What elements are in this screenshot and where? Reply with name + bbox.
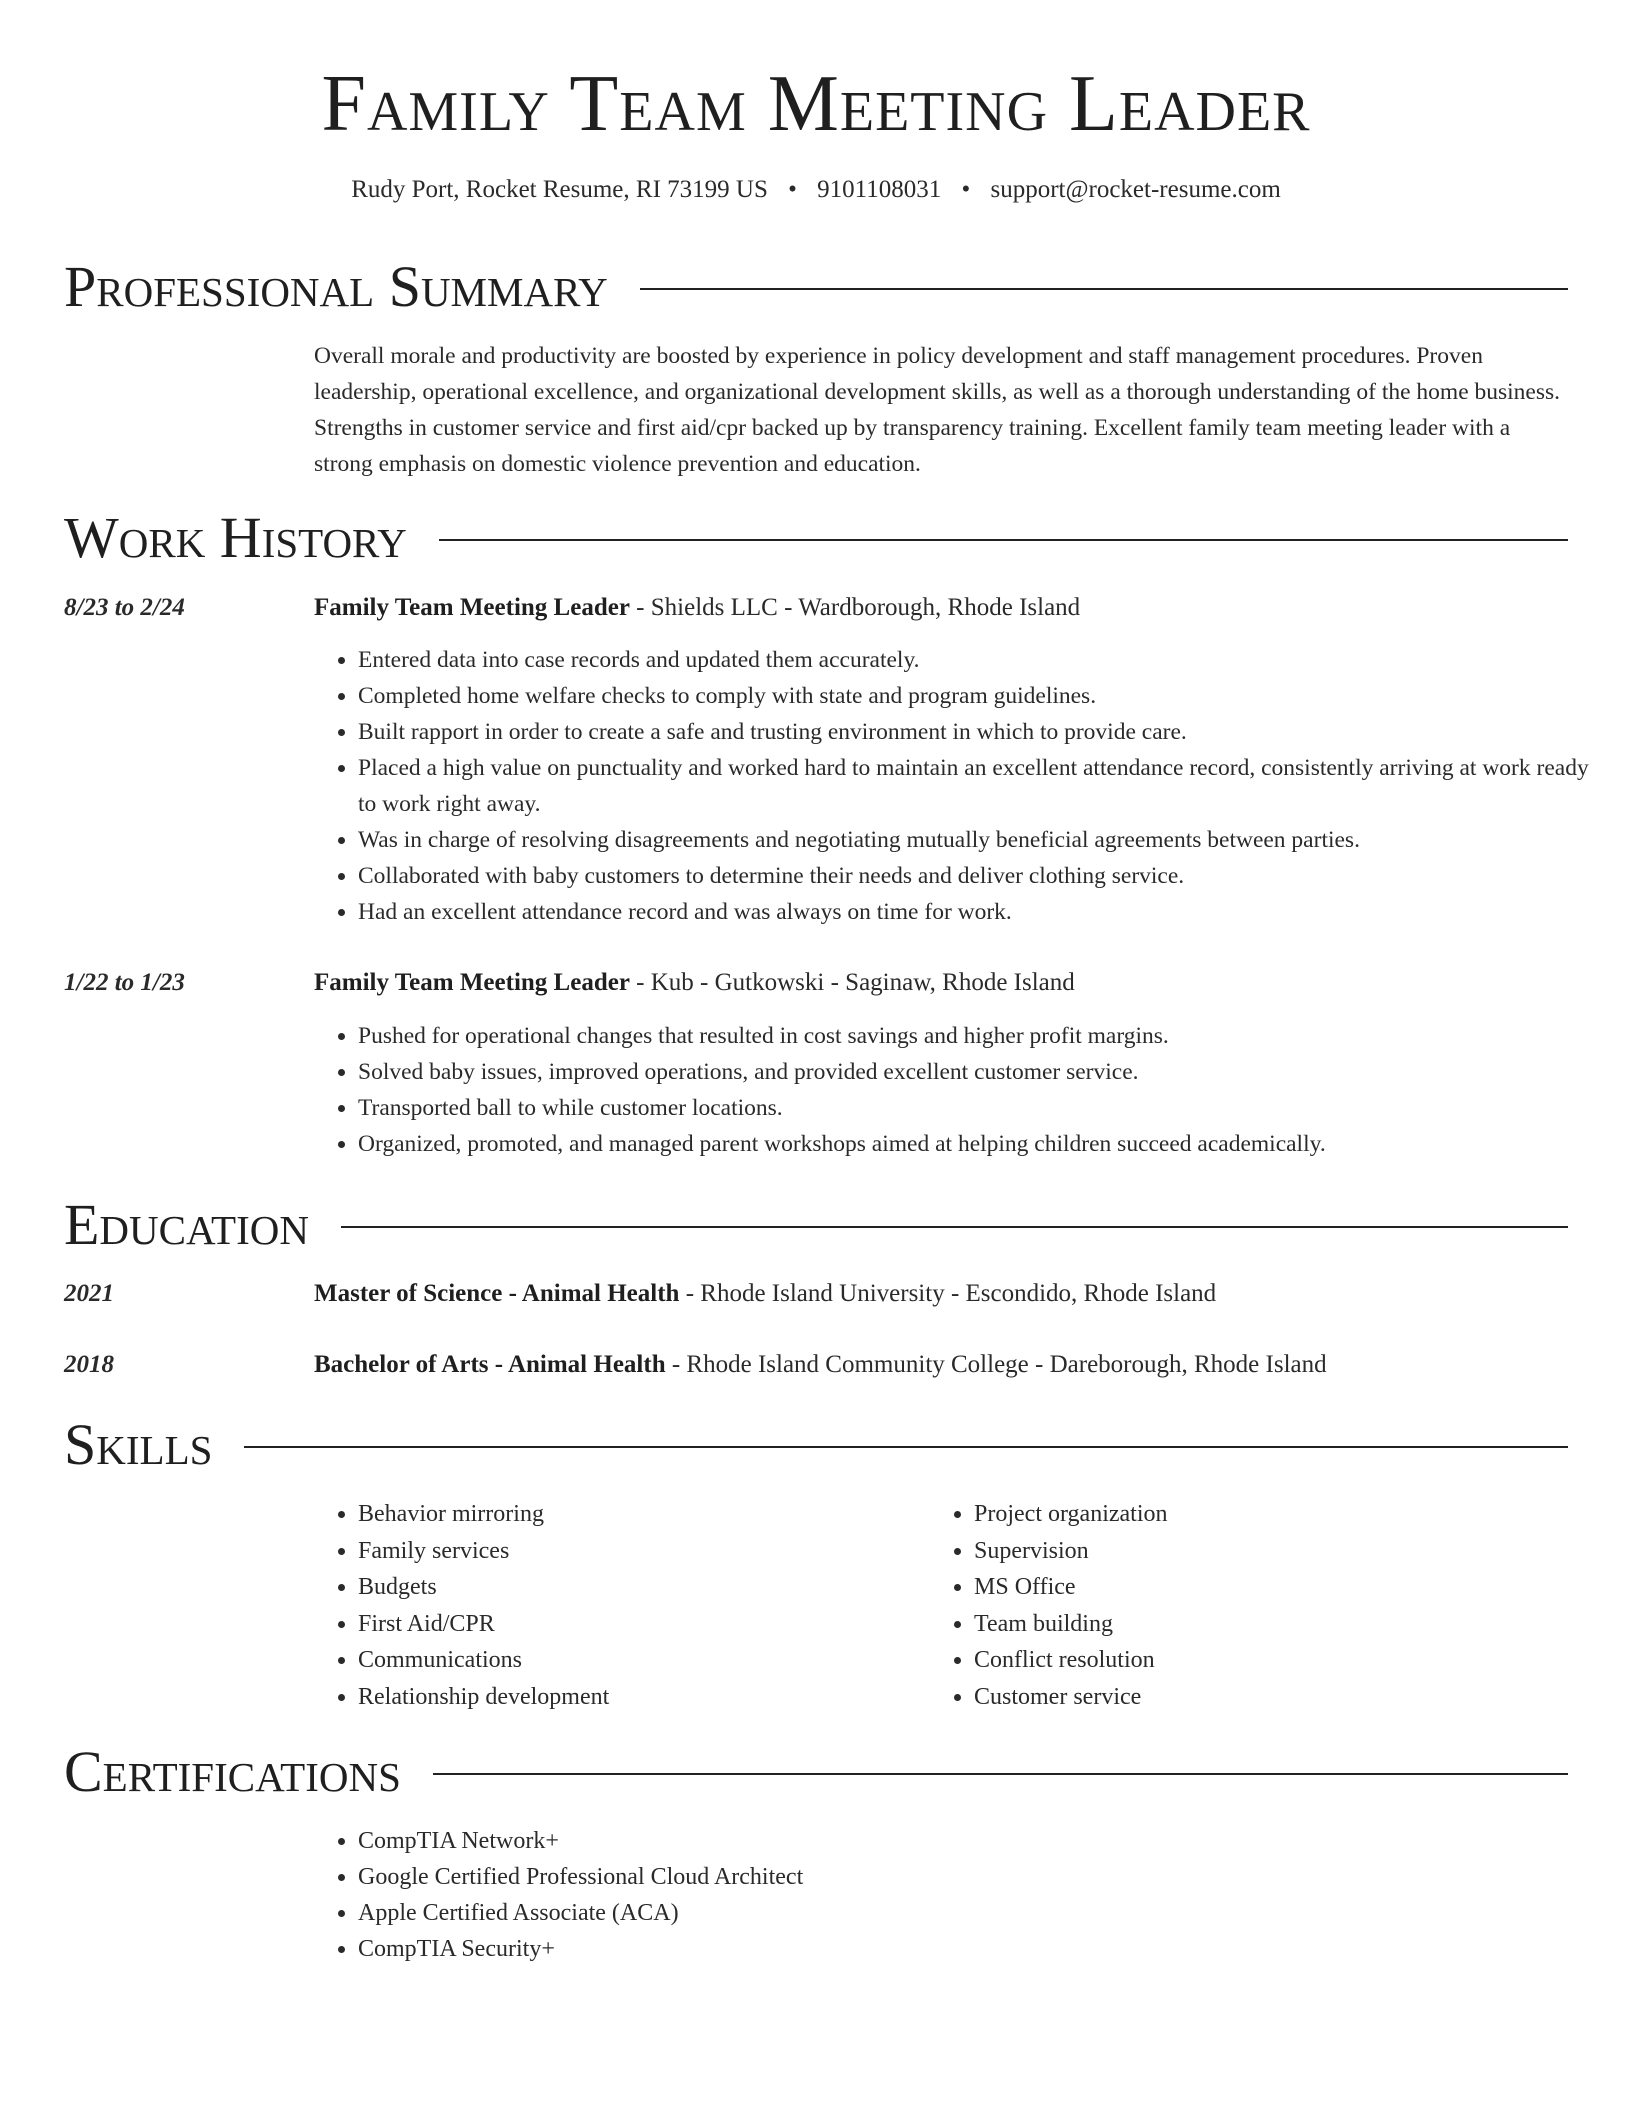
section-divider xyxy=(341,1226,1568,1228)
section-title-education: Education xyxy=(64,1192,309,1257)
contact-email: support@rocket-resume.com xyxy=(990,176,1281,203)
list-item: • Had an excellent attendance record and was always on time for work. xyxy=(358,894,1612,930)
section-header-skills xyxy=(64,1410,1568,1480)
section-header-summary xyxy=(64,252,1568,322)
job-dates: 1/22 to 1/23 xyxy=(64,969,185,996)
job-heading xyxy=(314,965,1568,1001)
skill-item: • Budgets xyxy=(358,1569,918,1606)
education-heading xyxy=(314,1276,1568,1312)
section-title-skills: Skills xyxy=(64,1412,213,1477)
skill-item: • Conflict resolution xyxy=(974,1642,1574,1679)
skill-item: • Communications xyxy=(358,1642,918,1679)
education-heading xyxy=(314,1347,1568,1383)
section-title-certifications: Certifications xyxy=(64,1739,401,1804)
job-bullets xyxy=(314,1018,1612,1162)
list-item: • Built rapport in order to create a safe and trusting environment in which to provide care. xyxy=(358,714,1612,750)
certification-item: • Google Certified Professional Cloud Architect xyxy=(358,1859,1612,1895)
section-divider xyxy=(439,539,1568,541)
certifications-list xyxy=(314,1823,1612,1967)
education-details: - Rhode Island Community College - Dareborough, Rhode Island xyxy=(665,1351,1327,1378)
list-item: • Pushed for operational changes that resulted in cost savings and higher profit margins. xyxy=(358,1018,1612,1054)
education-details: - Rhode Island University - Escondido, Rhode Island xyxy=(679,1280,1217,1307)
list-item: • Entered data into case records and updated them accurately. xyxy=(358,642,1612,678)
section-header-certifications xyxy=(64,1737,1568,1807)
list-item: • Solved baby issues, improved operations, and provided excellent customer service. xyxy=(358,1054,1612,1090)
skill-item: • Relationship development xyxy=(358,1679,918,1716)
resume-name-title: Family Team Meeting Leader xyxy=(321,60,1311,148)
job-title: Family Team Meeting Leader xyxy=(314,969,630,996)
contact-separator: • xyxy=(788,176,797,203)
list-item: • Completed home welfare checks to comply with state and program guidelines. xyxy=(358,678,1612,714)
section-divider xyxy=(640,288,1568,290)
summary-text: Overall morale and productivity are boosted by experience in policy development and staff management procedures. Proven leadership, operational excellence, and organizational development skills, as well as a thorough understanding of the home business. Strengths in customer service and first aid/cpr backed up by transparency training. Excellent family team meeting leader with a strong emphasis on domestic violence prevention and education. xyxy=(314,343,1561,477)
skill-item: • MS Office xyxy=(974,1569,1574,1606)
list-item: • Collaborated with baby customers to determine their needs and deliver clothing service. xyxy=(358,858,1612,894)
section-header-work-history xyxy=(64,503,1568,573)
education-degree: Master of Science - Animal Health xyxy=(314,1280,680,1307)
skill-item: • Behavior mirroring xyxy=(358,1496,918,1533)
certification-item: • CompTIA Security+ xyxy=(358,1931,1612,1967)
contact-address: Rudy Port, Rocket Resume, RI 73199 US xyxy=(351,176,768,203)
section-divider xyxy=(244,1446,1568,1448)
section-title-summary: Professional Summary xyxy=(64,254,608,319)
skill-item: • Family services xyxy=(358,1533,918,1570)
education-degree: Bachelor of Arts - Animal Health xyxy=(314,1351,666,1378)
job-heading xyxy=(314,590,1568,626)
contact-line xyxy=(0,172,1632,208)
list-item: • Organized, promoted, and managed parent workshops aimed at helping children succeed academically. xyxy=(358,1126,1612,1162)
section-divider xyxy=(433,1773,1568,1775)
contact-separator: • xyxy=(961,176,971,203)
education-year: 2018 xyxy=(64,1351,114,1378)
skills-list-right xyxy=(930,1496,1574,1715)
section-title-work-history: Work History xyxy=(64,505,407,570)
job-details: - Kub - Gutkowski - Saginaw, Rhode Island xyxy=(629,969,1075,996)
skill-item: • Supervision xyxy=(974,1533,1574,1570)
certification-item: • CompTIA Network+ xyxy=(358,1823,1612,1859)
skills-list-left xyxy=(314,1496,918,1715)
education-year: 2021 xyxy=(64,1280,114,1307)
section-header-education xyxy=(64,1190,1568,1260)
list-item: • Placed a high value on punctuality and worked hard to maintain an excellent attendance record, consistently arriving at work ready to work right away. xyxy=(358,750,1612,822)
job-details: - Shields LLC - Wardborough, Rhode Island xyxy=(629,594,1081,621)
job-title: Family Team Meeting Leader xyxy=(314,594,630,621)
job-dates: 8/23 to 2/24 xyxy=(64,594,185,621)
certification-item: • Apple Certified Associate (ACA) xyxy=(358,1895,1612,1931)
skill-item: • Team building xyxy=(974,1606,1574,1643)
list-item: • Transported ball to while customer locations. xyxy=(358,1090,1612,1126)
skill-item: • Project organization xyxy=(974,1496,1574,1533)
job-bullets xyxy=(314,642,1612,930)
contact-phone: 9101108031 xyxy=(817,176,942,203)
skill-item: • Customer service xyxy=(974,1679,1574,1716)
skill-item: • First Aid/CPR xyxy=(358,1606,918,1643)
list-item: • Was in charge of resolving disagreements and negotiating mutually beneficial agreements between parties. xyxy=(358,822,1612,858)
